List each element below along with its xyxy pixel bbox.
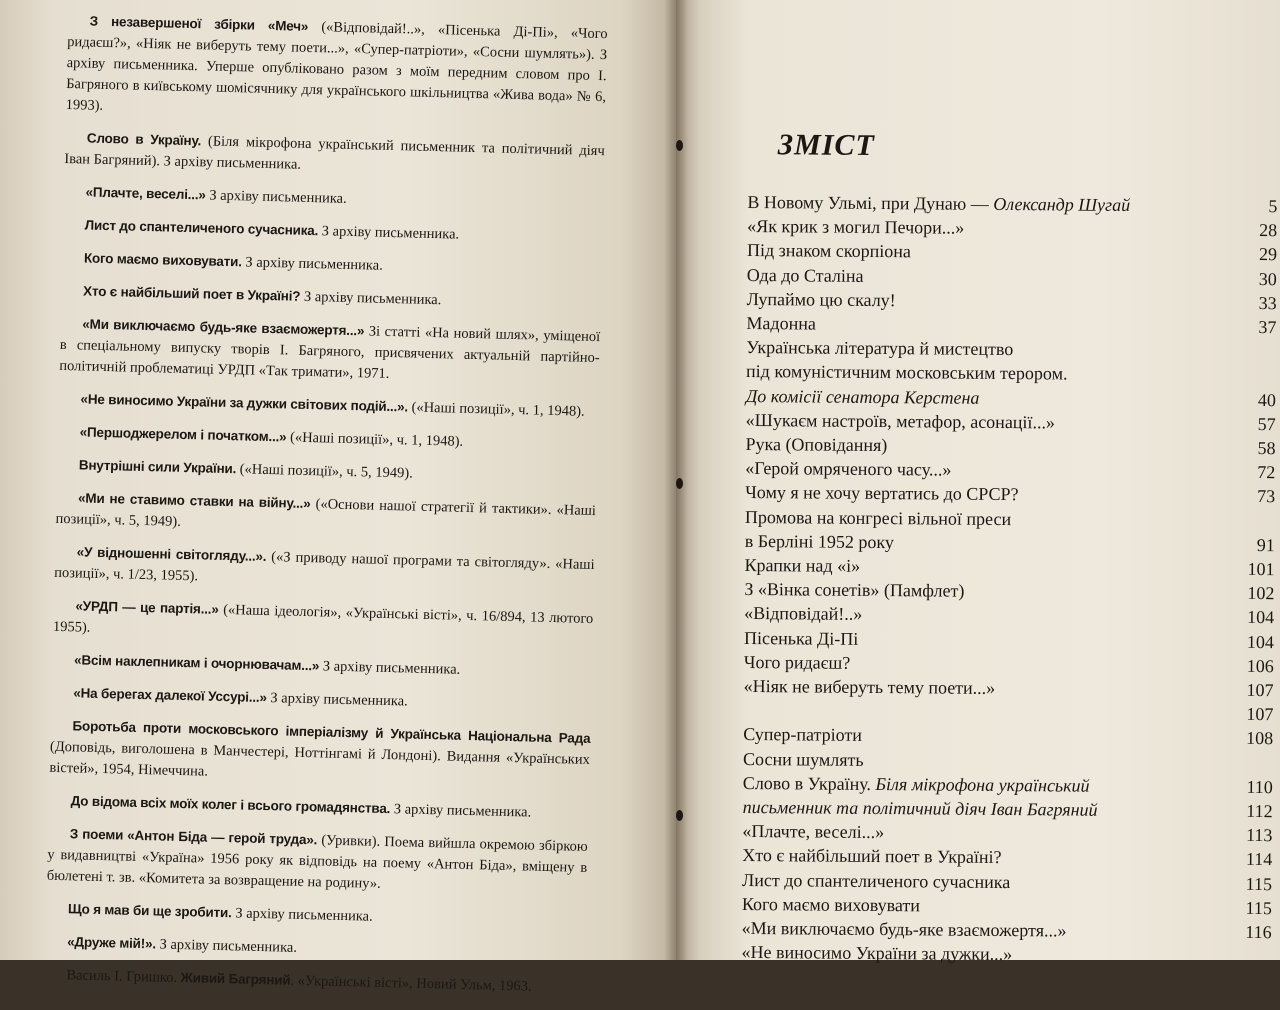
note-text: («Наша ідеологія», «Українські вісті», ч. 16/894, 13 лютого 1955). (53, 602, 594, 636)
note-text: (Доповідь, виголошена в Манчестері, Ноттінгамі й Лондоні). Видання «Українських вістей», 1954, Німеччина. (49, 739, 590, 780)
toc-title-text: «Відповідай!..» (744, 603, 862, 624)
toc-title-text: Кого маємо виховувати (742, 894, 920, 915)
source-note (65, 10, 607, 129)
source-note (52, 649, 592, 684)
source-note (49, 715, 590, 792)
toc-page-number: 37 (1228, 315, 1276, 340)
note-title: Кого маємо виховувати. (84, 250, 242, 269)
toc-page-number: 104 (1226, 629, 1274, 654)
note-text: З архіву письменника. (390, 801, 531, 820)
note-title: «Ми не ставимо ставки на війну...» (78, 490, 311, 511)
toc-title (741, 940, 1223, 968)
toc-title-text: Рука (Оповідання) (745, 434, 887, 455)
note-title: Боротьба проти московського імперіалізму й Українська Національна Рада (72, 718, 590, 746)
note-title: Слово в Україну. (87, 131, 202, 149)
toc-page-number: 72 (1227, 460, 1275, 485)
note-title: Внутрішні сили України. (79, 457, 237, 476)
source-note (55, 487, 596, 543)
toc-page-number: 57 (1228, 412, 1276, 437)
toc-author: Біля мікрофона український (875, 774, 1089, 796)
note-title: «Друже мій!». (67, 934, 156, 951)
toc-author: письменник та політичний діяч Іван Багряний (743, 797, 1098, 820)
toc-title-text: Ода до Сталіна (747, 265, 864, 286)
toc-title-text: В Новому Ульмі, при Дунаю — (747, 192, 993, 214)
toc-title-text: З «Вінка сонетів» (Памфлет) (744, 579, 964, 601)
note-title: «Всім наклепникам і очорнювачам...» (74, 652, 319, 673)
source-note (45, 931, 585, 966)
source-note (46, 898, 586, 933)
toc-title-text: «Герой омряченого часу...» (745, 458, 951, 480)
toc-page-number: 107 (1226, 678, 1274, 703)
toc-page-number: 73 (1227, 484, 1275, 509)
contents-heading: ЗМІСТ (778, 128, 1278, 184)
source-note (62, 247, 602, 282)
toc-title-text: Мадонна (746, 313, 816, 334)
toc-title-text: під комуністичним московським терором. (746, 361, 1068, 384)
note-title: «Першоджерелом і початком...» (80, 424, 287, 444)
source-note (51, 682, 591, 717)
note-title: З незавершеної збірки «Меч» (90, 14, 309, 34)
toc-title-text: «Не виносимо України за дужки...» (741, 942, 1012, 964)
source-note (47, 823, 588, 900)
toc-page-number: 101 (1226, 557, 1274, 582)
source-notes (44, 10, 608, 1010)
toc-title-text: в Берліні 1952 року (745, 531, 894, 552)
toc-page-number: 108 (1225, 726, 1273, 751)
toc-page-number: 28 (1229, 218, 1277, 243)
toc-title-text: «Ми виключаємо будь-яке взаєможертя...» (742, 918, 1067, 941)
signature-note (44, 964, 584, 999)
source-note (58, 388, 598, 423)
toc-title-text: Сосни шумлять (743, 749, 864, 770)
toc-page-number: 102 (1226, 581, 1274, 606)
toc-page-number: 91 (1227, 533, 1275, 558)
note-text: (Біля мікрофона український письменник та політичний діяч Іван Багряний). З архіву письменника. (64, 133, 605, 172)
toc-title-text: Крапки над «і» (744, 555, 860, 576)
note-text: («Наші позиції», ч. 5, 1949). (236, 461, 413, 481)
toc-page-number: 58 (1227, 436, 1275, 461)
source-note (54, 541, 595, 597)
source-note (57, 454, 597, 489)
table-of-contents (741, 128, 1278, 969)
signature-author: Василь І. Гришко. (66, 967, 177, 986)
note-text: З архіву письменника. (267, 690, 408, 709)
source-note (59, 313, 600, 390)
note-title: «Не виносимо України за дужки світових подій...». (80, 391, 408, 414)
toc-title-text: «Ніяк не виберуть тему поети...» (744, 676, 996, 698)
source-note (57, 421, 597, 456)
signature-rest: . «Українські вісті», Новий Ульм, 1963. (290, 973, 532, 995)
note-title: «У відношенні світогляду...». (77, 544, 267, 564)
toc-title-text: Чого ридаєш? (744, 652, 851, 673)
source-note (48, 790, 588, 825)
note-title: «На берегах далекої Уссурі...» (73, 685, 267, 705)
toc-page-number: 110 (1225, 775, 1273, 800)
note-text: З архіву письменника. (231, 905, 372, 924)
source-note (62, 214, 602, 249)
toc-title-text: Слово в Україну. (743, 773, 876, 794)
toc-page-number: 107 (1225, 702, 1273, 727)
note-text: («З приводу нашої програми та світогляду». «Наші позиції», ч. 1/23, 1955). (54, 549, 595, 584)
note-title: «Ми виключаємо будь-яке взаєможертя...» (82, 316, 364, 338)
note-text: («Відповідай!..», «Пісенька Ді-Пі», «Чого ридаєш?», «Ніяк не виберуть тему поети...», «Супер-патріоти», «Сосни шумлять»). З архіву письменника. Уперше опубліковано разом з моїм передним словом про І. Багряного в київському шомісячнику для українського шкільництва «Жива вода» № 6, 1993). (65, 19, 607, 114)
toc-title-text: Українська література й мистецтво (746, 337, 1013, 359)
toc-page-number: 104 (1226, 605, 1274, 630)
contents-list (741, 190, 1277, 969)
toc-title-text: Промова на конгресі вільної преси (745, 507, 1011, 529)
toc-title-text: Чому я не хочу вертатись до СРСР? (745, 482, 1019, 504)
note-text: («Наші позиції», ч. 1, 1948). (286, 429, 463, 449)
source-note (64, 127, 605, 183)
binding-hole (676, 810, 683, 821)
signature-title: Живий Багряний (177, 970, 291, 988)
note-text: З архіву письменника. (156, 936, 297, 955)
toc-author: До комісії сенатора Керстена (746, 386, 980, 408)
note-title: «Плачте, веселі...» (85, 184, 206, 202)
toc-page-number: 112 (1225, 799, 1273, 824)
toc-page-number: 106 (1226, 654, 1274, 679)
toc-page-number: 116 (1224, 920, 1272, 945)
note-title: З поеми «Антон Біда — герой труда». (70, 826, 318, 847)
binding-hole (676, 478, 683, 489)
note-text: З архіву письменника. (300, 289, 441, 308)
toc-page-number: 33 (1229, 291, 1277, 316)
toc-page-number: 40 (1228, 387, 1276, 412)
note-text: (Уривки). Поема вийшла окремою збіркою у видавництві «Україна» 1956 року як відповідь на поему «Антон Біда», вміщену в бюлетені т. зв. «Комитета за возвращение на родину». (47, 832, 588, 892)
note-title: Лист до спантеличеного сучасника. (85, 217, 319, 238)
toc-author: Олександр Шугай (993, 194, 1130, 215)
note-text: («Основи нашої стратегії й тактики». «Наші позиції», ч. 5, 1949). (55, 496, 596, 530)
toc-title-text: Лист до спантеличеного сучасника (742, 870, 1010, 892)
note-title: «УРДП — це партія...» (75, 598, 219, 616)
source-note (63, 181, 603, 216)
note-text: З архіву письменника. (242, 254, 383, 273)
note-title: Хто є найбільший поет в Україні? (83, 283, 301, 303)
toc-title-text: Хто є найбільший поет в Україні? (742, 845, 1001, 867)
note-text: («Наші позиції», ч. 1, 1948). (408, 399, 585, 419)
note-text: З архіву письменника. (319, 658, 460, 677)
toc-page-number: 115 (1224, 896, 1272, 921)
note-title: Що я мав би ще зробити. (68, 901, 232, 920)
toc-page-number: 114 (1224, 847, 1272, 872)
source-note (61, 280, 601, 315)
note-title: До відома всіх моїх колег і всього громадянства. (70, 793, 390, 816)
toc-page-number: 29 (1229, 242, 1277, 267)
toc-title-text: «Як крик з могил Печори...» (747, 216, 964, 238)
toc-page-number: 30 (1229, 266, 1277, 291)
note-text: З архіву письменника. (318, 223, 459, 242)
toc-page-number: 5 (1229, 194, 1277, 219)
toc-page-number: 113 (1224, 823, 1272, 848)
toc-title-text: Лупаймо цю скалу! (747, 289, 896, 310)
toc-title-text: Під знаком скорпіона (747, 240, 911, 261)
toc-title-text: Супер-патріоти (743, 724, 862, 745)
note-text: Зі статті «На новий шлях», уміщеної в спеціальному випуску творів І. Багряного, присвячених актуальній партійно-політичній проблематиці УРДП «Так тримати», 1971. (59, 323, 600, 382)
toc-title-text: Пісенька Ді-Пі (744, 628, 858, 649)
binding-hole (676, 140, 683, 151)
source-note (53, 595, 594, 651)
toc-title-text: «Плачте, веселі...» (742, 821, 884, 842)
toc-title-text: «Шукаєм настроїв, метафор, асонації...» (746, 410, 1055, 432)
note-text: З архіву письменника. (206, 187, 347, 206)
toc-page-number: 115 (1224, 871, 1272, 896)
toc-row (741, 940, 1271, 968)
